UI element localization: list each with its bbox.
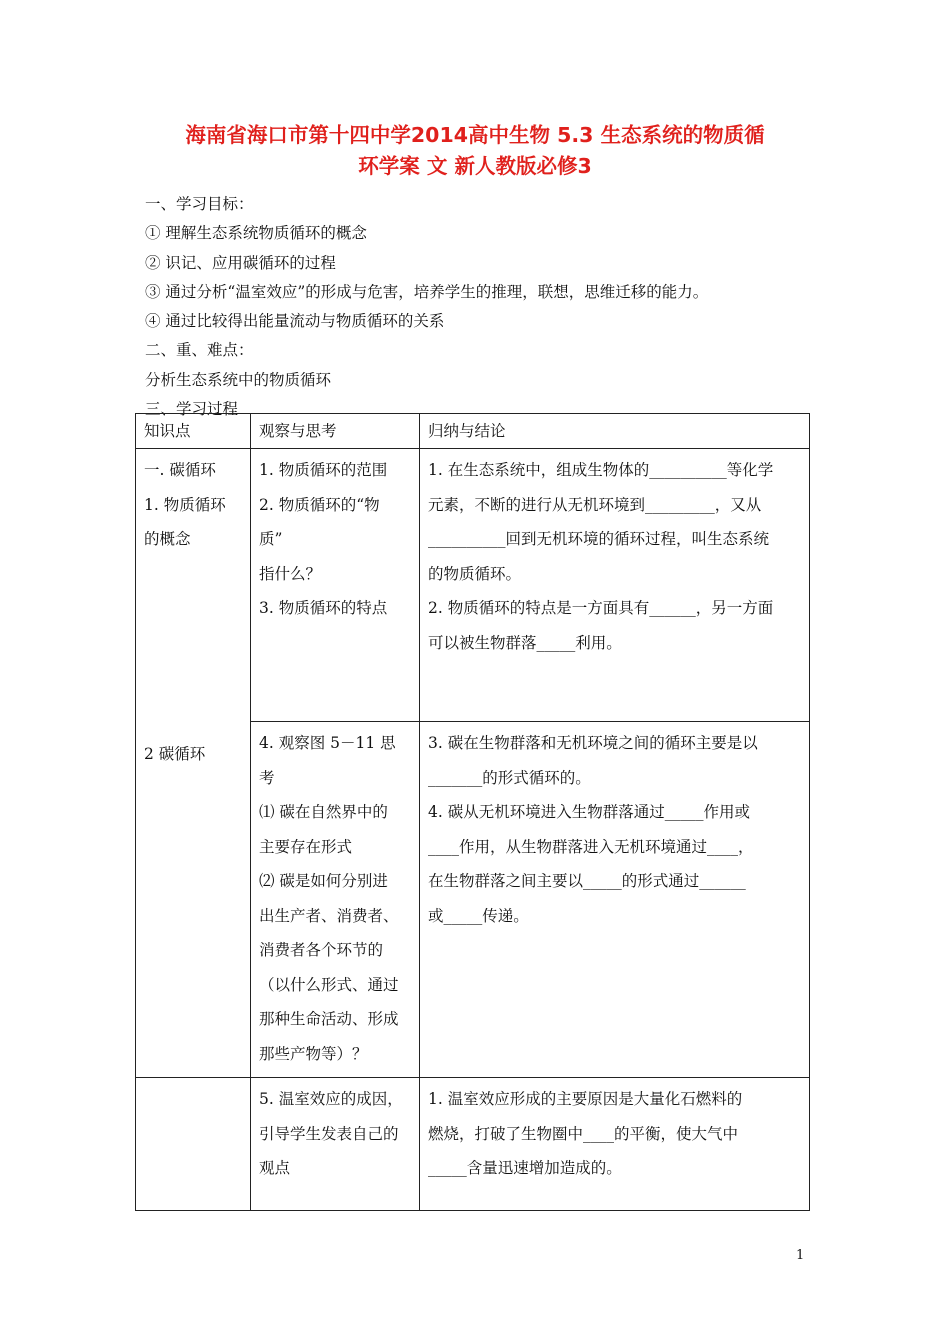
table-row xyxy=(136,1078,810,1211)
intro-section xyxy=(145,190,708,424)
document-title xyxy=(130,120,820,182)
learning-process-table xyxy=(135,413,810,1211)
table-row xyxy=(136,449,810,722)
header-conclusion: 归纳与结论 xyxy=(420,414,810,449)
title-line-2: 环学案 文 新人教版必修3 xyxy=(358,154,592,178)
conclusion-cell-3: 1. 温室效应形成的主要原因是大量化石燃料的 燃烧，打破了生物圈中____的平衡，使大气中 _____含量迅速增加造成的。 xyxy=(420,1078,810,1211)
knowledge-cell: 一. 碳循环 1. 物质循环 的概念 2 碳循环 xyxy=(136,449,251,1078)
observe-cell-3: 5. 温室效应的成因， 引导学生发表自己的 观点 xyxy=(251,1078,420,1211)
observe-cell-1: 1. 物质循环的范围 2. 物质循环的“物 质” 指什么？ 3. 物质循环的特点 xyxy=(251,449,420,722)
conclusion-cell-2: 3. 碳在生物群落和无机环境之间的循环主要是以 _______的形式循环的。 4. 碳从无机环境进入生物群落通过_____作用或 ____作用，从生物群落进入无机环境通过____， 在生物群落之间主要以_____的形式通过______ 或_____传递。 xyxy=(420,722,810,1078)
conclusion-cell-1: 1. 在生态系统中，组成生物体的__________等化学 元素，不断的进行从无机环境到_________，又从 __________回到无机环境的循环过程，叫生态系统 的物质循环。 2. 物质循环的特点是一方面具有______，另一方面 可以被生物群落_____利用。 xyxy=(420,449,810,722)
goal-3: ③ 通过分析“温室效应”的形成与危害，培养学生的推理，联想，思维迁移的能力。 xyxy=(145,282,709,301)
process-heading: 三、学习过程 xyxy=(145,400,239,419)
header-observe: 观察与思考 xyxy=(251,414,420,449)
goals-heading: 一、学习目标： xyxy=(145,195,254,213)
key-heading: 二、重、难点： xyxy=(145,341,254,360)
page-number: 1 xyxy=(796,1248,805,1263)
header-knowledge: 知识点 xyxy=(136,414,251,449)
knowledge-cell-empty xyxy=(136,1078,251,1211)
key-point: 分析生态系统中的物质循环 xyxy=(145,370,332,389)
carbon-cycle-label: 2 碳循环 xyxy=(144,744,206,763)
goal-2: ② 识记、应用碳循环的过程 xyxy=(145,253,336,272)
table-header-row xyxy=(136,414,810,449)
goal-4: ④ 通过比较得出能量流动与物质循环的关系 xyxy=(145,312,445,331)
goal-1: ① 理解生态系统物质循环的概念 xyxy=(145,224,367,243)
title-line-1: 海南省海口市第十四中学2014高中生物 5.3 生态系统的物质循 xyxy=(185,123,765,147)
observe-cell-2: 4. 观察图 5－11 思考 ⑴ 碳在自然界中的 主要存在形式 ⑵ 碳是如何分别进 出生产者、消费者、 消费者各个环节的 （以什么形式、通过 那种生命活动、形成 那些产物等）？ xyxy=(251,722,420,1078)
